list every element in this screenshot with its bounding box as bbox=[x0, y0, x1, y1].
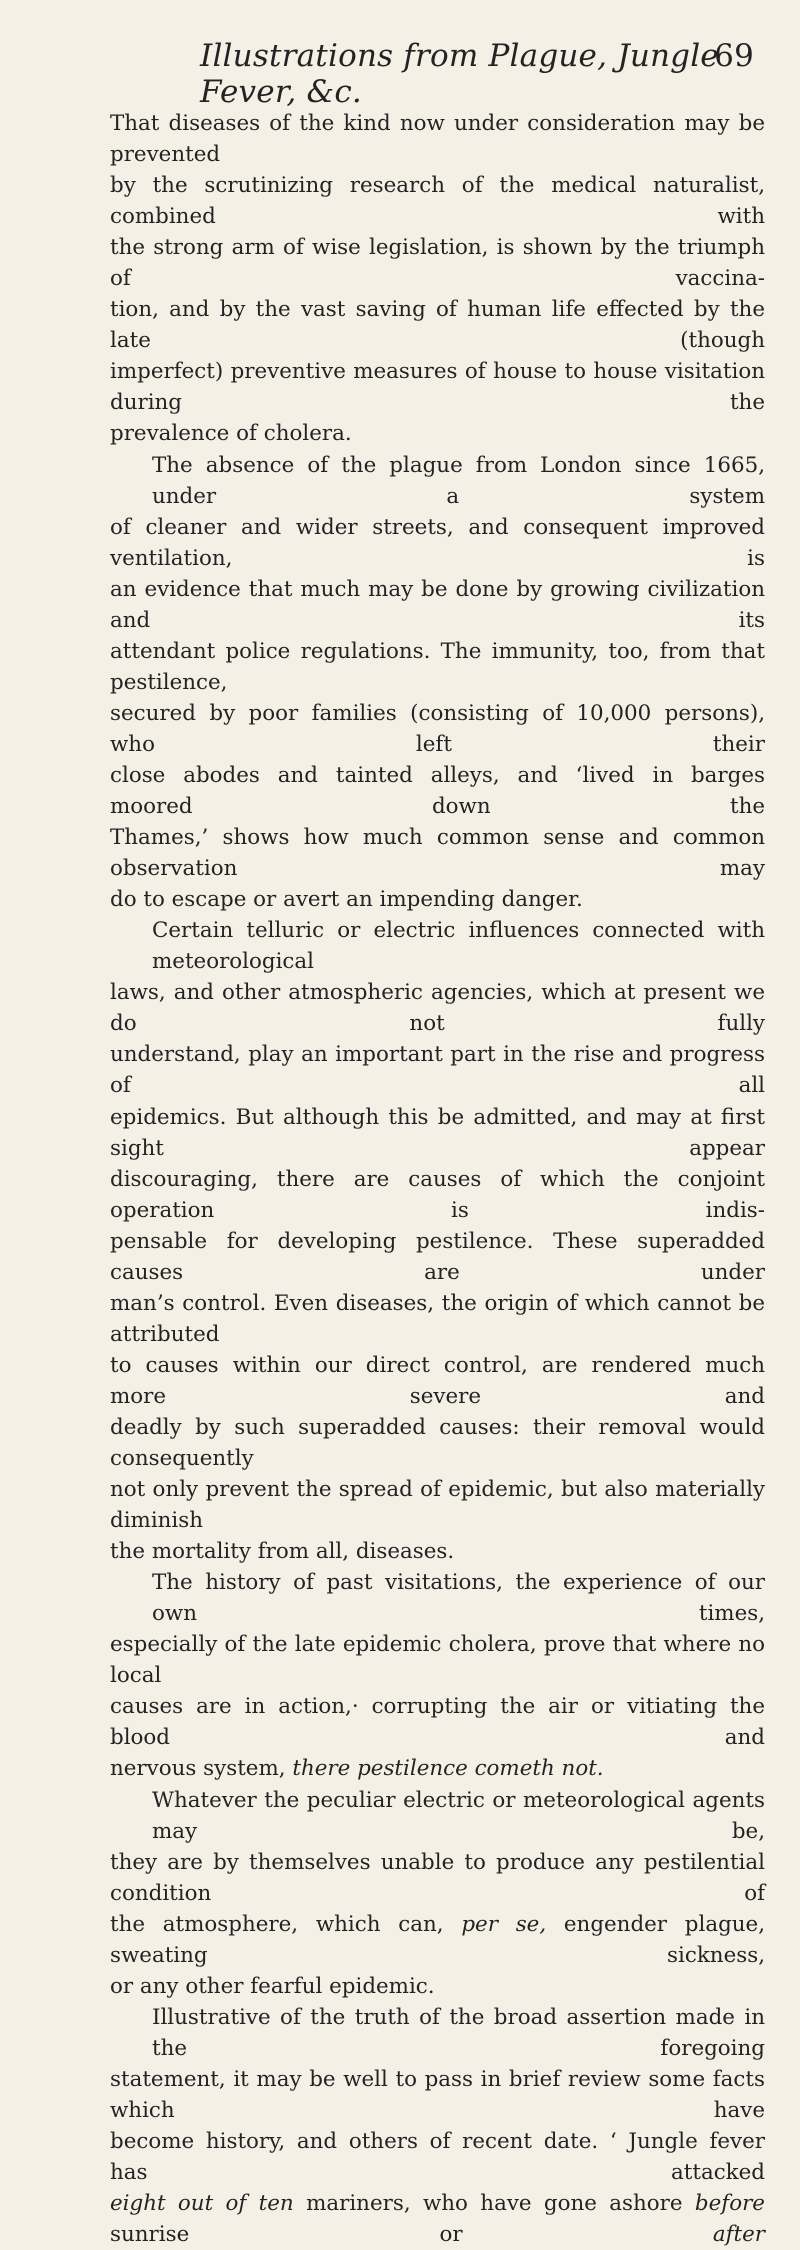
text-span: the atmosphere, which can, bbox=[110, 1911, 444, 1937]
text-line: causes are in action,· corrupting the air or vitiating the blood and bbox=[110, 1694, 765, 1751]
text-line bbox=[110, 2188, 765, 2250]
text-line: attendant police regulations. The immunity, too, from that pestilence, bbox=[110, 638, 765, 695]
text-line: close abodes and tainted alleys, and ‘lived in barges moored down the bbox=[110, 762, 765, 820]
text-line: the mortality from all, diseases. bbox=[110, 1539, 455, 1565]
text-line: to causes within our direct control, are rendered much more severe and bbox=[110, 1352, 765, 1409]
text-line: of cleaner and wider streets, and consequent improved ventilation, is bbox=[110, 514, 765, 571]
italic-phrase: before bbox=[694, 2191, 765, 2217]
text-line: not only prevent the spread of epidemic, but also materially diminish bbox=[110, 1477, 765, 1534]
text-line: The history of past visitations, the experience of our own times, bbox=[152, 1570, 765, 1627]
text-line: become history, and others of recent date. ‘ Jungle fever has attacked bbox=[110, 2129, 765, 2186]
text-line: laws, and other atmospheric agencies, which at present we do not fully bbox=[110, 980, 765, 1037]
paragraph-2 bbox=[110, 450, 765, 916]
text-line: an evidence that much may be done by growing civilization and its bbox=[110, 576, 765, 633]
text-line: especially of the late epidemic cholera, prove that where no local bbox=[110, 1632, 765, 1689]
paragraph-6 bbox=[110, 2002, 765, 2250]
running-header bbox=[200, 38, 754, 110]
body-text bbox=[110, 108, 765, 2250]
text-line: by the scrutinizing research of the medical naturalist, combined with bbox=[110, 173, 765, 230]
italic-phrase: eight out of ten bbox=[110, 2191, 294, 2217]
paragraph-4 bbox=[110, 1567, 765, 1784]
paragraph-1 bbox=[110, 108, 765, 450]
text-line: deadly by such superadded causes: their removal would consequently bbox=[110, 1414, 765, 1472]
text-line: understand, play an important part in the rise and progress of all bbox=[110, 1042, 765, 1099]
text-span: mariners, who have gone ashore bbox=[306, 2191, 683, 2217]
text-line: Illustrative of the truth of the broad assertion made in the foregoing bbox=[152, 2004, 765, 2061]
text-span: engender plague, sweating sickness, bbox=[110, 1911, 765, 1968]
page-number: 69 bbox=[714, 38, 754, 74]
text-line: prevalence of cholera. bbox=[110, 421, 352, 447]
text-line: the strong arm of wise legislation, is shown by the triumph of vaccina- bbox=[110, 235, 765, 292]
text-line bbox=[110, 1909, 765, 1971]
running-title: Illustrations from Plague, Jungle Fever, &c. bbox=[200, 38, 719, 110]
text-line: or any other fearful epidemic. bbox=[110, 1973, 435, 1999]
text-line: imperfect) preventive measures of house to house visitation during the bbox=[110, 359, 765, 416]
text-line bbox=[110, 1753, 765, 1784]
text-line: Certain telluric or electric influences connected with meteorological bbox=[152, 918, 765, 975]
text-line: tion, and by the vast saving of human life effected by the late (though bbox=[110, 297, 765, 354]
paragraph-3 bbox=[110, 915, 765, 1567]
text-line: pensable for developing pestilence. These superadded causes are under bbox=[110, 1228, 765, 1285]
text-span: nervous system, bbox=[110, 1756, 286, 1782]
text-line: they are by themselves unable to produce any pestilential condition of bbox=[110, 1849, 765, 1906]
text-span: sunrise or bbox=[110, 2222, 463, 2248]
paragraph-5 bbox=[110, 1785, 765, 2002]
text-line: discouraging, there are causes of which the conjoint operation is indis- bbox=[110, 1166, 765, 1223]
italic-phrase: there pestilence cometh not. bbox=[292, 1756, 604, 1782]
text-line: Whatever the peculiar electric or meteorological agents may be, bbox=[152, 1787, 765, 1844]
italic-phrase: after bbox=[712, 2222, 765, 2248]
text-line: statement, it may be well to pass in brief review some facts which have bbox=[110, 2066, 765, 2123]
text-line: epidemics. But although this be admitted, and may at first sight appear bbox=[110, 1104, 765, 1161]
text-line: That diseases of the kind now under consideration may be prevented bbox=[110, 111, 765, 168]
italic-phrase: per se, bbox=[461, 1911, 547, 1937]
text-line: man’s control. Even diseases, the origin of which cannot be attributed bbox=[110, 1290, 765, 1347]
text-line: The absence of the plague from London since 1665, under a system bbox=[152, 452, 765, 509]
text-line: Thames,’ shows how much common sense and common observation may bbox=[110, 825, 765, 882]
text-line: secured by poor families (consisting of 10,000 persons), who left their bbox=[110, 700, 765, 757]
text-line: do to escape or avert an impending danger. bbox=[110, 887, 583, 913]
